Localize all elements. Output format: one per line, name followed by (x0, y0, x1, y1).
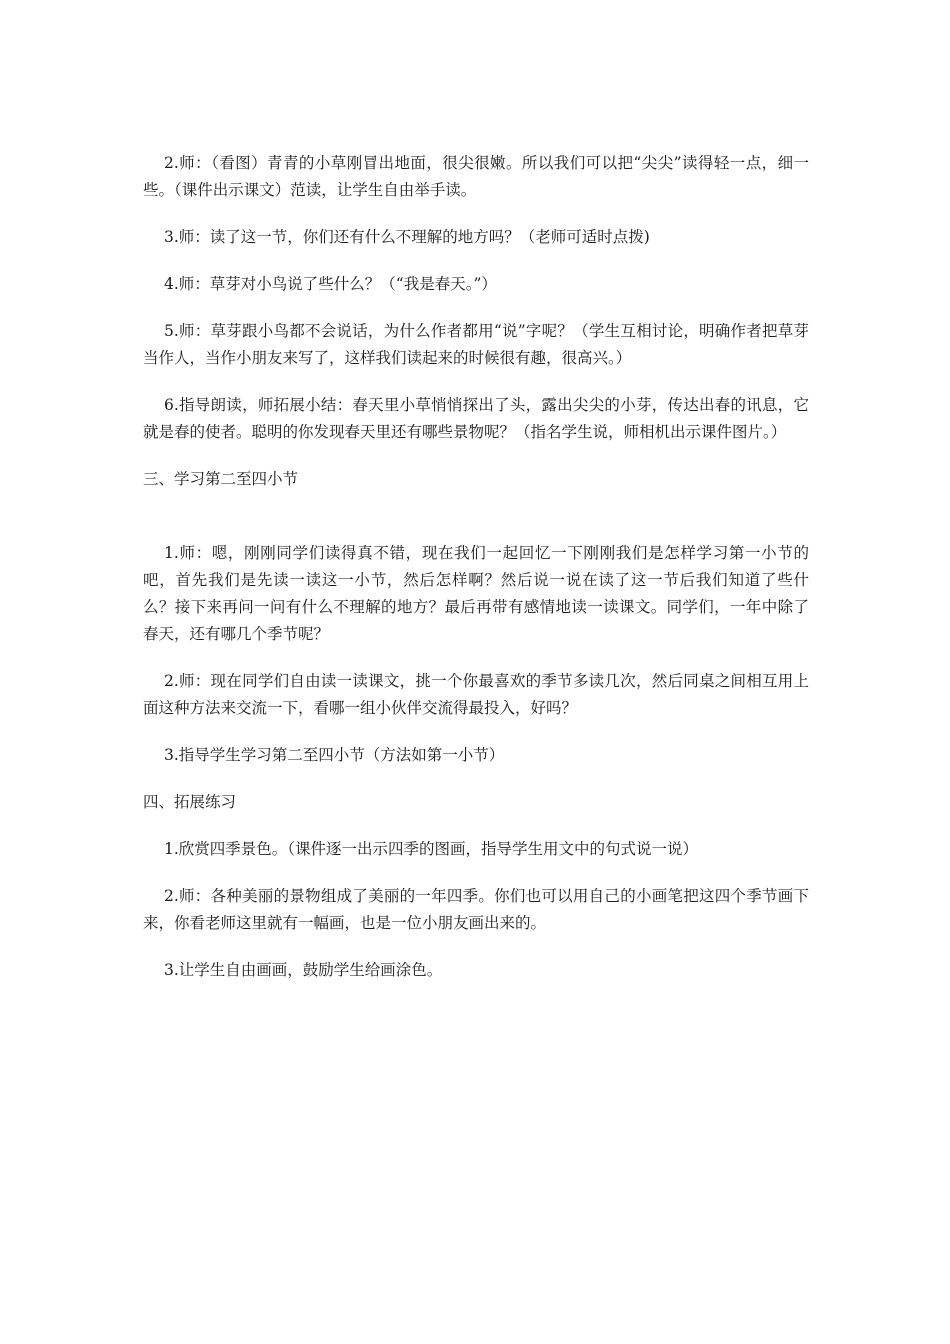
section-4-heading: 四、拓展练习 (143, 793, 237, 811)
section-3-heading: 三、学习第二至四小节 (143, 470, 299, 488)
section-3-paragraph-1: 1.师：嗯，刚刚同学们读得真不错，现在我们一起回忆一下刚刚我们是怎样学习第一小节的吧，首先我们是先读一读这一小节，然后怎样啊？然后说一说在读了这一节后我们知道了些什么？接下来再问一问有什么不理解的地方？最后再带有感情地读一读课文。同学们，一年中除了春天，还有哪几个季节呢？ (143, 544, 809, 643)
paragraph-6: 6.指导朗读，师拓展小结：春天里小草悄悄探出了头，露出尖尖的小芽，传达出春的讯息，它就是春的使者。聪明的你发现春天里还有哪些景物呢？（指名学生说，师相机出示课件图片。） (143, 396, 809, 441)
section-4-paragraph-1: 1.欣赏四季景色。（课件逐一出示四季的图画，指导学生用文中的句式说一说） (164, 840, 699, 858)
blank-line (143, 513, 809, 540)
document-page (143, 150, 809, 1004)
section-4-paragraph-2: 2.师：各种美丽的景物组成了美丽的一年四季。你们也可以用自己的小画笔把这四个季节画下来，你看老师这里就有一幅画，也是一位小朋友画出来的。 (143, 887, 809, 932)
section-4-paragraph-3: 3.让学生自由画画，鼓励学生给画涂色。 (164, 961, 443, 979)
paragraph-3: 3.师：读了这一节，你们还有什么不理解的地方吗？（老师可适时点拨) (164, 228, 650, 246)
section-3-paragraph-3: 3.指导学生学习第二至四小节（方法如第一小节） (164, 746, 505, 764)
paragraph-4: 4.师：草芽对小鸟说了些什么？（“我是春天。”） (164, 275, 497, 293)
paragraph-5: 5.师：草芽跟小鸟都不会说话，为什么作者都用“说”字呢？（学生互相讨论，明确作者把草芽当作人，当作小朋友来写了，这样我们读起来的时候很有趣，很高兴。） (143, 322, 809, 367)
section-3-paragraph-2: 2.师：现在同学们自由读一读课文，挑一个你最喜欢的季节多读几次，然后同桌之间相互用上面这种方法来交流一下，看哪一组小伙伴交流得最投入，好吗？ (143, 672, 809, 717)
paragraph-2: 2.师：（看图）青青的小草刚冒出地面，很尖很嫩。所以我们可以把“尖尖”读得轻一点，细一些。（课件出示课文）范读，让学生自由举手读。 (143, 154, 809, 199)
